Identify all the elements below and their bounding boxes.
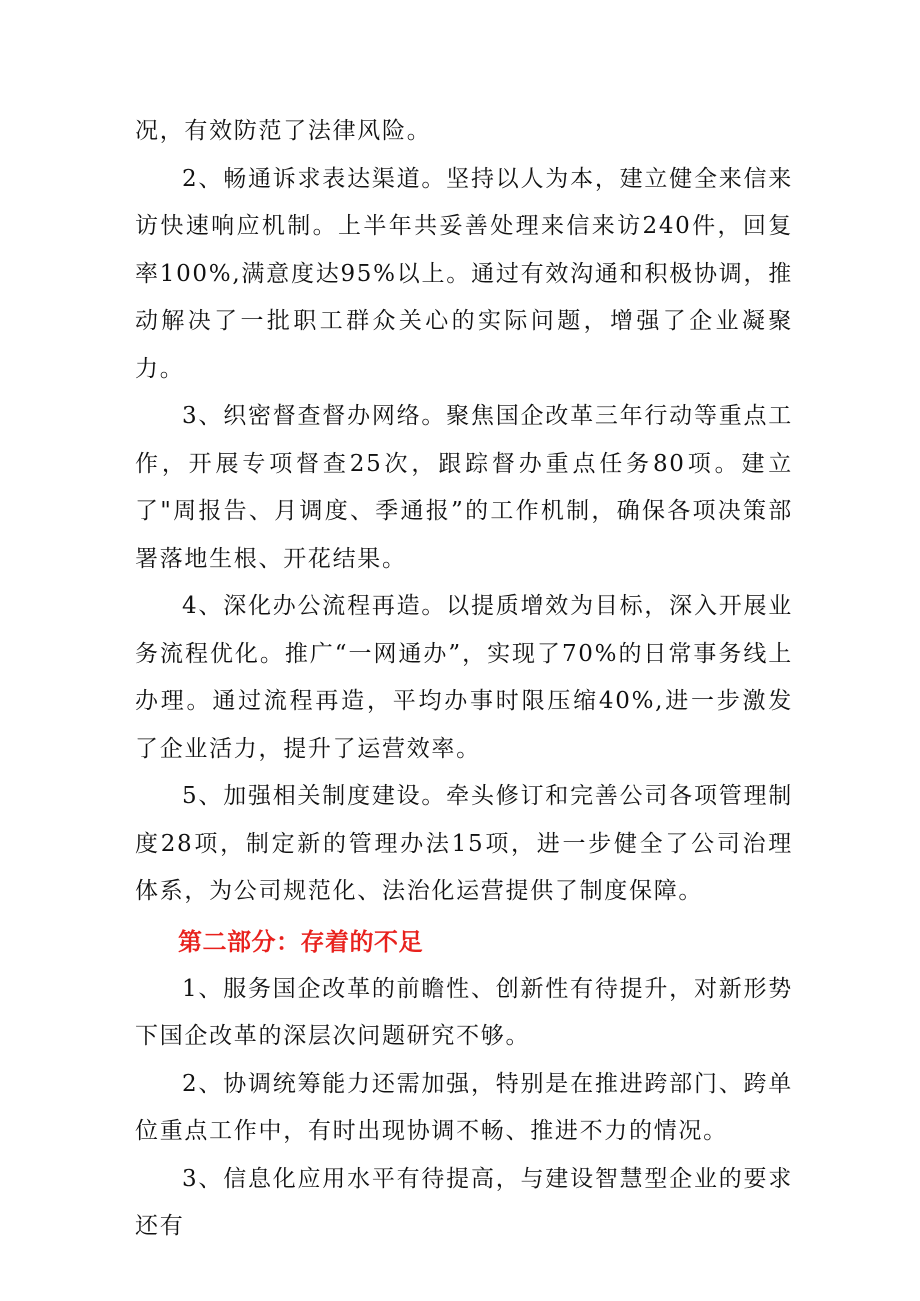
paragraph-continuation: 况，有效防范了法律风险。 — [135, 118, 432, 144]
paragraph-item-2: 2、畅通诉求表达渠道。坚持以人为本，建立健全来信来访快速响应机制。上半年共妥善处理来信来访240件，回复率100%,满意度达95%以上。通过有效沟通和积极协调，推动解决了一批职工群众关心的实际问题，增强了企业凝聚力。 — [135, 165, 793, 382]
document-body — [135, 108, 793, 1251]
paragraph-item-5: 5、加强相关制度建设。牵头修订和完善公司各项管理制度28项，制定新的管理办法15项，进一步健全了公司治理体系，为公司规范化、法治化运营提供了制度保障。 — [135, 783, 793, 904]
paragraph-item-4: 4、深化办公流程再造。以提质增效为目标，深入开展业务流程优化。推广“一网通办”，实现了70%的日常事务线上办理。通过流程再造，平均办事时限压缩40%,进一步激发了企业活力，提升了运营效率。 — [135, 593, 793, 762]
shortcoming-item-2: 2、协调统筹能力还需加强，特别是在推进跨部门、跨单位重点工作中，有时出现协调不畅、推进不力的情况。 — [135, 1070, 793, 1144]
shortcoming-item-1: 1、服务国企改革的前瞻性、创新性有待提升，对新形势下国企改革的深层次问题研究不够。 — [135, 975, 793, 1049]
section-heading: 第二部分：存着的不足 — [178, 927, 423, 956]
paragraph-item-3: 3、织密督查督办网络。聚焦国企改革三年行动等重点工作，开展专项督查25次，跟踪督办重点任务80项。建立了"周报告、月调度、季通报”的工作机制，确保各项决策部署落地生根、开花结果。 — [135, 403, 793, 572]
shortcoming-item-3: 3、信息化应用水平有待提高，与建设智慧型企业的要求还有 — [135, 1165, 793, 1239]
